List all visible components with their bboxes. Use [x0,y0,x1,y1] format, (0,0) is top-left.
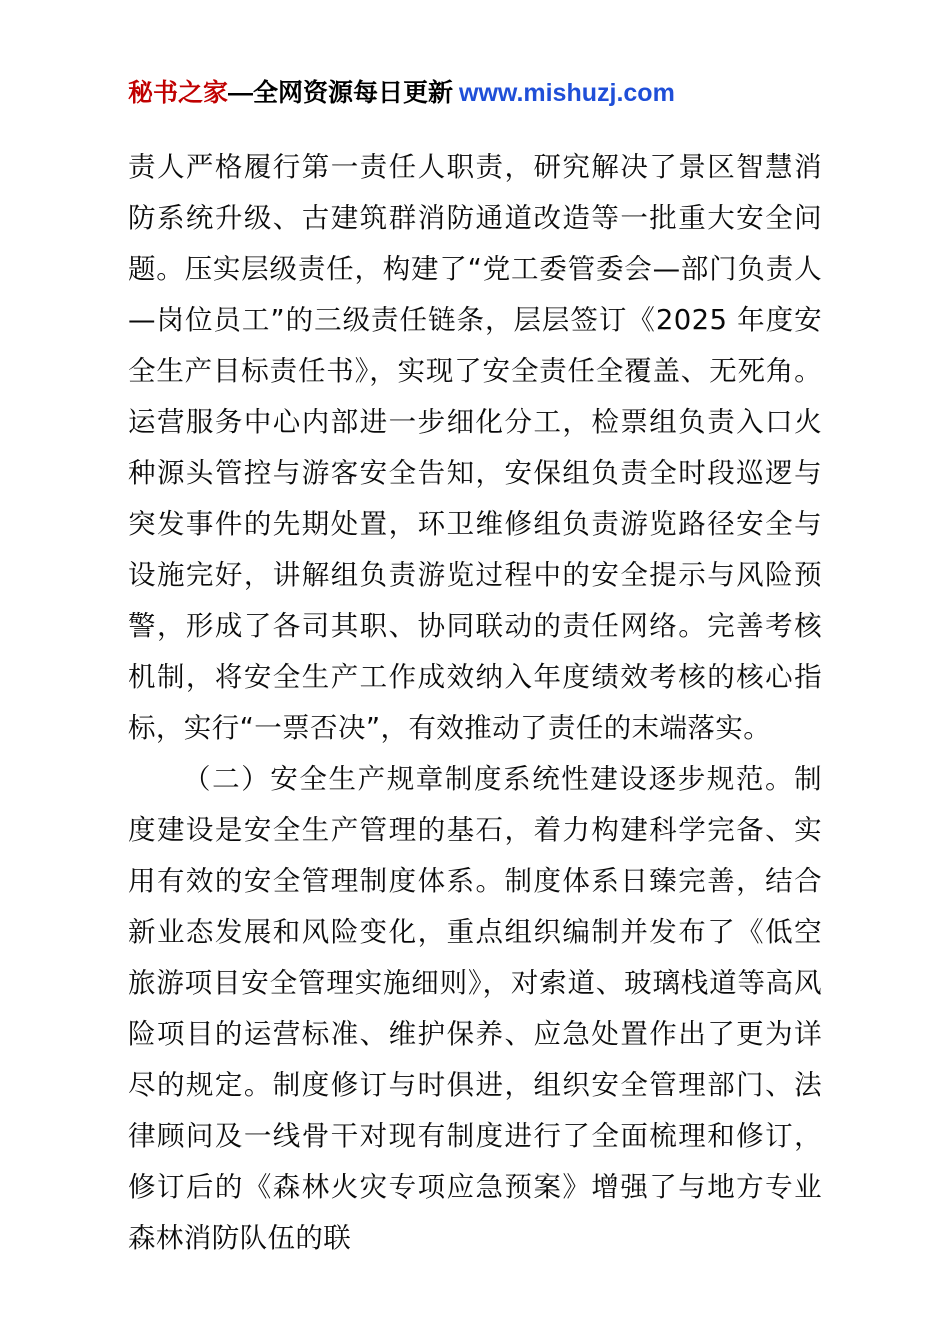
watermark-brand: 秘书之家 [128,79,229,107]
watermark-tagline: —全网资源每日更新 [228,79,454,107]
document-body [128,142,822,1264]
watermark-site-url[interactable]: www.mishuzj.com [459,79,675,107]
site-watermark [128,78,822,108]
paragraph-1: 责人严格履行第一责任人职责，研究解决了景区智慧消防系统升级、古建筑群消防通道改造等一批重大安全问题。压实层级责任，构建了“党工委管委会—部门负责人—岗位员工”的三级责任链条，层层签订《2025 年度安全生产目标责任书》，实现了安全责任全覆盖、无死角。运营服务中心内部进一步细化分工，检票组负责入口火种源头管控与游客安全告知，安保组负责全时段巡逻与突发事件的先期处置，环卫维修组负责游览路径安全与设施完好，讲解组负责游览过程中的安全提示与风险预警，形成了各司其职、协同联动的责任网络。完善考核机制，将安全生产工作成效纳入年度绩效考核的核心指标，实行“一票否决”，有效推动了责任的末端落实。 [128,151,822,744]
paragraph-2: （二）安全生产规章制度系统性建设逐步规范。制度建设是安全生产管理的基石，着力构建科学完备、实用有效的安全管理制度体系。制度体系日臻完善，结合新业态发展和风险变化，重点组织编制并发布了《低空旅游项目安全管理实施细则》，对索道、玻璃栈道等高风险项目的运营标准、维护保养、应急处置作出了更为详尽的规定。制度修订与时俱进，组织安全管理部门、法律顾问及一线骨干对现有制度进行了全面梳理和修订，修订后的《森林火灾专项应急预案》增强了与地方专业森林消防队伍的联 [128,763,822,1254]
